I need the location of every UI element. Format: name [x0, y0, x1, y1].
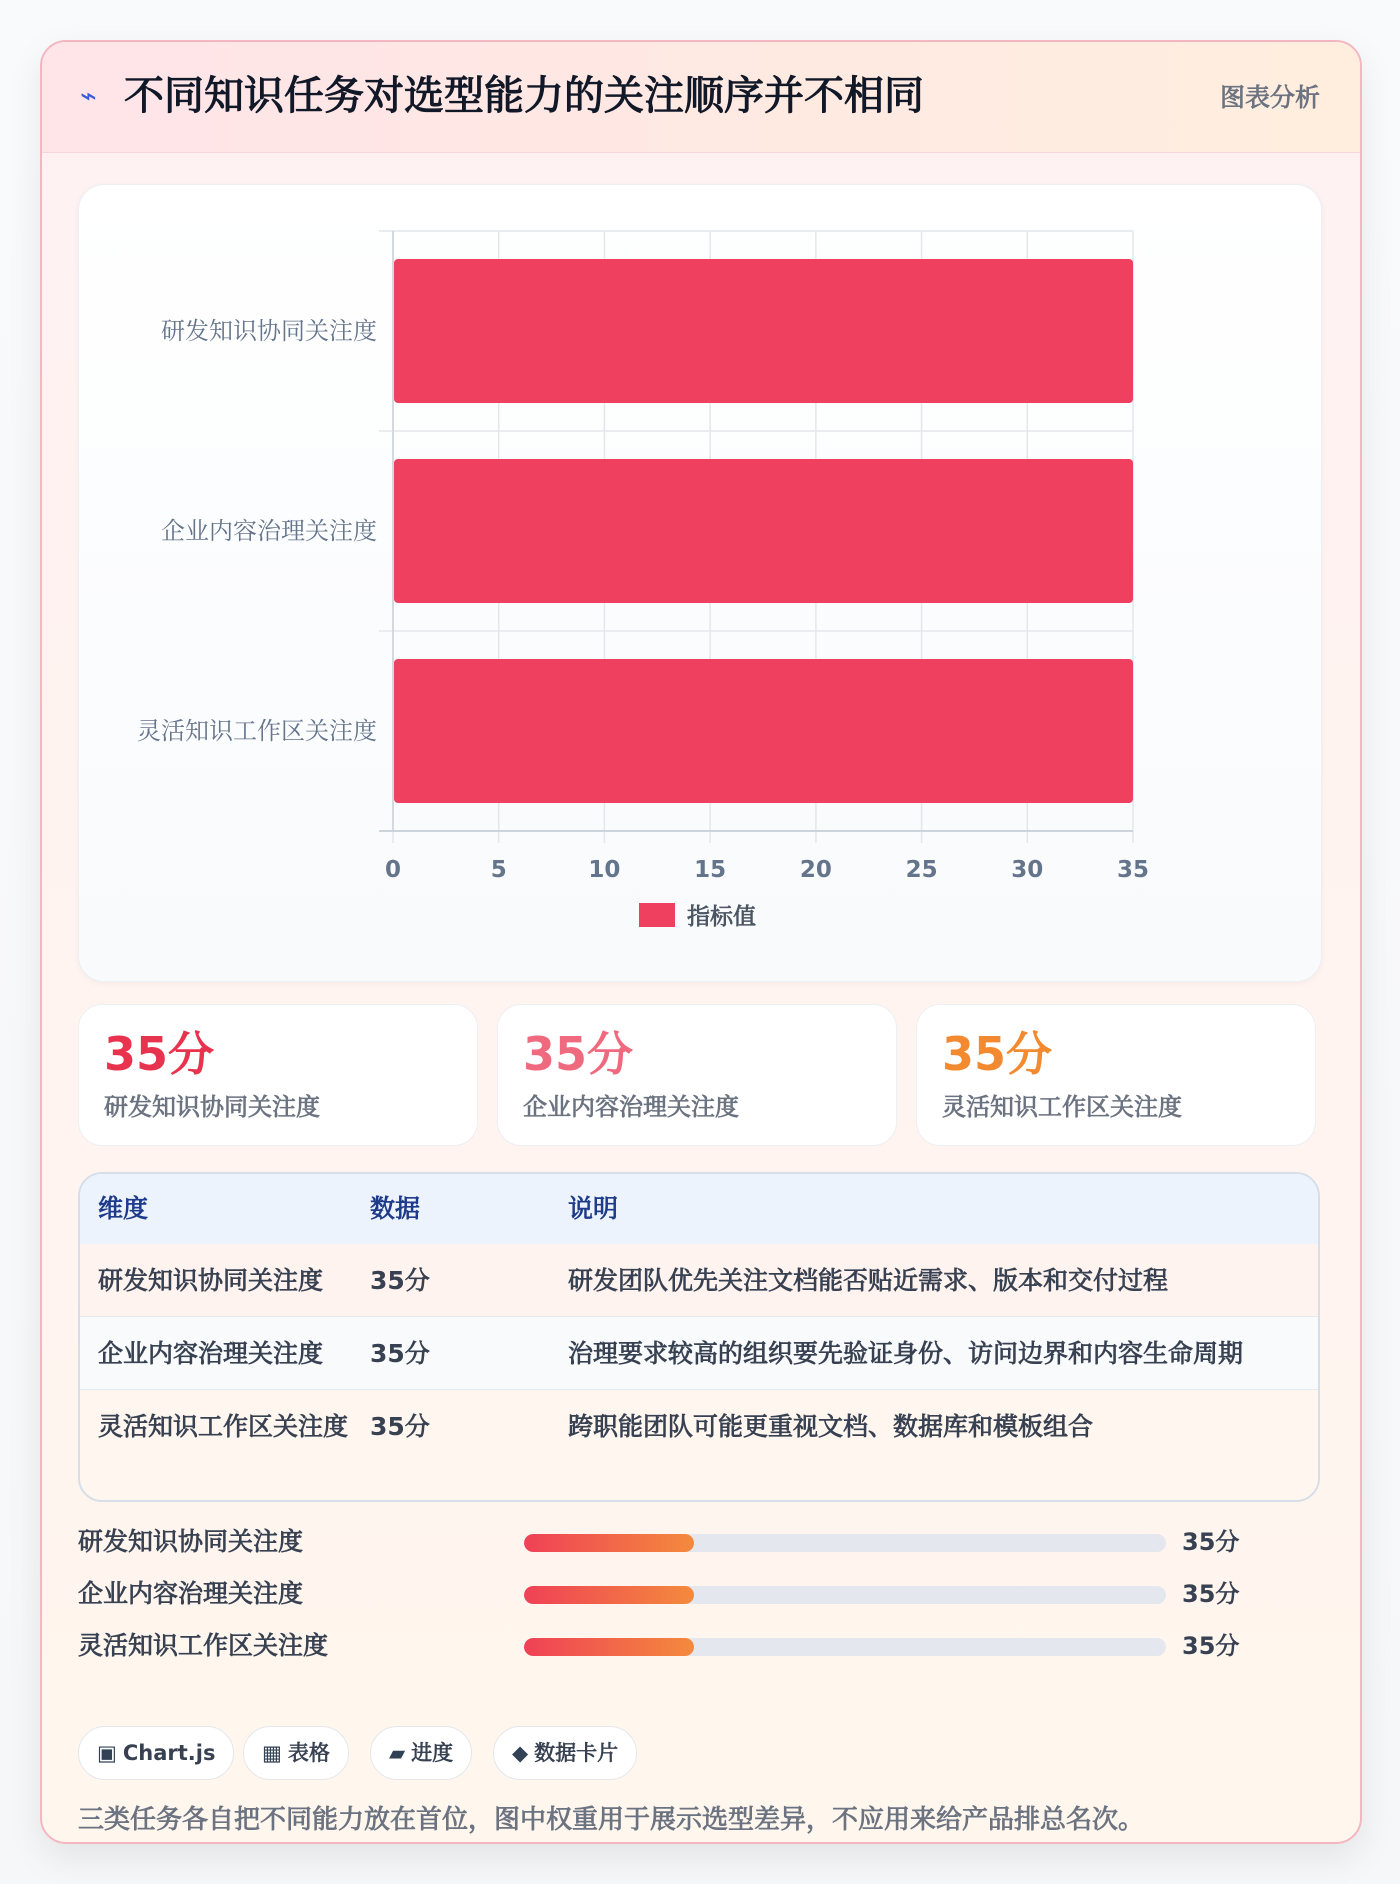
progress-fill — [524, 1534, 694, 1552]
progress-value: 35分 — [1182, 1632, 1240, 1660]
chip-label: Chart.js — [122, 1741, 216, 1765]
chip-label: 进度 — [411, 1741, 454, 1765]
data-table — [78, 1172, 1320, 1502]
x-tick-label: 25 — [905, 857, 938, 883]
bar — [394, 659, 1133, 803]
table-header-cell: 维度 — [98, 1194, 149, 1223]
stat-value: 35分 — [523, 1027, 634, 1081]
chip-table[interactable] — [243, 1726, 349, 1780]
chip-chartjs[interactable] — [78, 1726, 234, 1780]
stat-label: 研发知识协同关注度 — [104, 1093, 320, 1121]
stat-card — [497, 1004, 897, 1146]
card-header — [42, 42, 1360, 153]
chip-data-cards[interactable] — [493, 1726, 637, 1780]
table-cell-description: 治理要求较高的组织要先验证身份、访问边界和内容生命周期 — [568, 1339, 1244, 1368]
lightning-icon: ⌁ — [80, 79, 97, 112]
progress-fill — [524, 1586, 694, 1604]
chart-icon: ▣ — [97, 1741, 117, 1765]
y-category-label: 灵活知识工作区关注度 — [137, 717, 377, 745]
progress-row — [78, 1626, 1320, 1666]
diamond-icon: ◆ — [512, 1741, 529, 1765]
stat-label: 灵活知识工作区关注度 — [942, 1093, 1182, 1121]
y-category-label: 企业内容治理关注度 — [161, 517, 377, 545]
table-cell-dimension: 研发知识协同关注度 — [98, 1266, 324, 1295]
chart-analysis-tag: 图表分析 — [1219, 83, 1320, 112]
progress-icon: ▰ — [389, 1741, 406, 1765]
stat-label: 企业内容治理关注度 — [523, 1093, 739, 1121]
stat-card — [916, 1004, 1316, 1146]
legend-label: 指标值 — [687, 904, 756, 930]
table-icon: ▦ — [262, 1741, 282, 1765]
stat-value: 35分 — [942, 1027, 1053, 1081]
bar — [394, 459, 1133, 603]
table-cell-description: 研发团队优先关注文档能否贴近需求、版本和交付过程 — [568, 1266, 1169, 1295]
footnote: 三类任务各自把不同能力放在首位，图中权重用于展示选型差异，不应用来给产品排总名次。 — [78, 1805, 1145, 1835]
progress-fill — [524, 1638, 694, 1656]
table-cell-data: 35分 — [370, 1339, 430, 1368]
x-tick-label: 30 — [1011, 857, 1044, 883]
table-header-row — [80, 1174, 1320, 1246]
chip-label: 表格 — [287, 1741, 330, 1765]
progress-track — [524, 1534, 1166, 1552]
table-cell-description: 跨职能团队可能更重视文档、数据库和模板组合 — [568, 1412, 1094, 1441]
analysis-card — [40, 40, 1362, 1844]
bar — [394, 259, 1133, 403]
table-cell-data: 35分 — [370, 1412, 430, 1441]
page-title: 不同知识任务对选型能力的关注顺序并不相同 — [124, 73, 924, 119]
table-row — [80, 1390, 1320, 1502]
table-row — [80, 1244, 1320, 1317]
x-tick-label: 15 — [694, 857, 727, 883]
y-category-label: 研发知识协同关注度 — [161, 317, 377, 345]
x-tick-label: 10 — [588, 857, 621, 883]
legend-swatch — [639, 903, 675, 927]
x-tick-label: 20 — [799, 857, 832, 883]
table-row — [80, 1317, 1320, 1390]
progress-row — [78, 1522, 1320, 1562]
x-tick-label: 5 — [490, 857, 507, 883]
x-tick-label: 35 — [1116, 857, 1150, 883]
progress-value: 35分 — [1182, 1528, 1240, 1556]
x-tick-label: 0 — [384, 857, 402, 883]
progress-value: 35分 — [1182, 1580, 1240, 1608]
table-cell-data: 35分 — [370, 1266, 430, 1295]
table-cell-dimension: 灵活知识工作区关注度 — [98, 1412, 349, 1441]
table-cell-dimension: 企业内容治理关注度 — [98, 1339, 324, 1368]
bar-chart — [79, 185, 1321, 981]
stat-card — [78, 1004, 478, 1146]
progress-track — [524, 1586, 1166, 1604]
stat-value: 35分 — [104, 1027, 215, 1081]
chart-panel — [78, 184, 1322, 982]
progress-label: 企业内容治理关注度 — [78, 1579, 304, 1608]
progress-track — [524, 1638, 1166, 1656]
progress-label: 灵活知识工作区关注度 — [78, 1631, 329, 1660]
chip-label: 数据卡片 — [534, 1741, 619, 1765]
progress-row — [78, 1574, 1320, 1614]
table-header-cell: 说明 — [568, 1194, 619, 1223]
table-header-cell: 数据 — [370, 1194, 421, 1223]
chip-progress[interactable] — [370, 1726, 472, 1780]
progress-label: 研发知识协同关注度 — [78, 1527, 304, 1556]
